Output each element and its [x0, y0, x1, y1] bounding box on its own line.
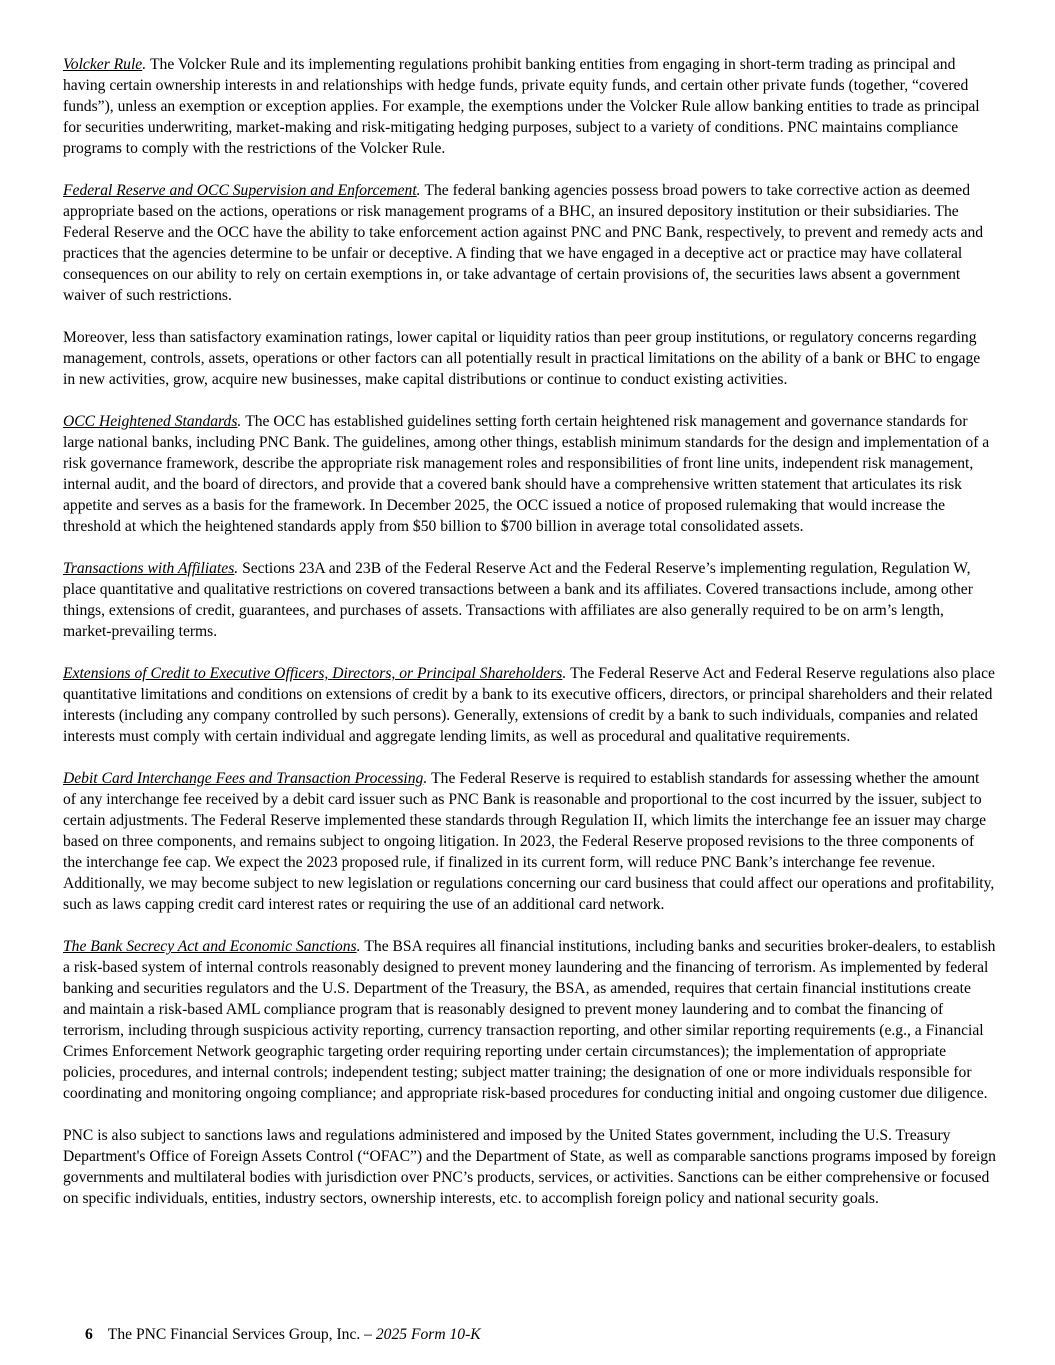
heading-separator: .	[237, 413, 246, 430]
paragraph-volcker-rule	[63, 54, 996, 159]
section-body: The Federal Reserve is required to establish standards for assessing whether the amount of any interchange fee received by a debit card issuer such as PNC Bank is reasonable and proportional to the cost incurred by the issuer, subject to certain adjustments. The Federal Reserve implemented these standards through Regulation II, which limits the interchange fee an issuer may charge based on three components, and remains subject to ongoing litigation. In 2023, the Federal Reserve proposed revisions to the three components of the interchange fee cap. We expect the 2023 proposed rule, if finalized in its current form, will reduce PNC Bank’s interchange fee revenue. Additionally, we may become subject to new legislation or regulations concerning our card business that could affect our operations and profitability, such as laws capping credit card interest rates or requiring the use of an additional card network.	[63, 770, 995, 913]
section-body: The Volcker Rule and its implementing regulations prohibit banking entities from engaging in short-term trading as principal and having certain ownership interests in and relationships with hedge funds, private equity funds, and certain other private funds (together, “covered funds”), unless an exemption or exception applies. For example, the exemptions under the Volcker Rule allow banking entities to trade as principal for securities underwriting, market-making and risk-mitigating hedging purposes, subject to a variety of conditions. PNC maintains compliance programs to comply with the restrictions of the Volcker Rule.	[63, 56, 980, 157]
section-body: Sections 23A and 23B of the Federal Reserve Act and the Federal Reserve’s implementing regulation, Regulation W, place quantitative and qualitative restrictions on covered transactions between a bank and its affiliates. Covered transactions include, among other things, extensions of credit, guarantees, and purchases of assets. Transactions with affiliates are also generally required to be on arm’s length, market-prevailing terms.	[63, 560, 973, 640]
paragraph-sanctions	[63, 1125, 996, 1209]
paragraph-extensions-of-credit	[63, 663, 996, 747]
section-heading: Transactions with Affiliates	[63, 560, 235, 577]
footer-company: The PNC Financial Services Group, Inc.	[107, 1326, 361, 1343]
heading-separator: .	[356, 938, 365, 955]
paragraph-examination-ratings	[63, 327, 996, 390]
section-body: PNC is also subject to sanctions laws and regulations administered and imposed by the United States government, including the U.S. Treasury Department's Office of Foreign Assets Control (“OFAC”) and the Department of State, as well as comparable sanctions programs imposed by foreign governments and multilateral bodies with jurisdiction over PNC’s products, services, or activities. Sanctions can be either comprehensive or focused on specific individuals, entities, industry sectors, ownership interests, etc. to accomplish foreign policy and national security goals.	[63, 1127, 996, 1207]
paragraph-transactions-with-affiliates	[63, 558, 996, 642]
heading-separator: .	[142, 56, 151, 73]
heading-separator: .	[234, 560, 243, 577]
footer-form-title: 2025 Form 10-K	[375, 1326, 481, 1343]
heading-separator: .	[562, 665, 571, 682]
section-heading: OCC Heightened Standards	[63, 413, 238, 430]
section-heading: Federal Reserve and OCC Supervision and Enforcement	[63, 182, 417, 199]
section-heading: Volcker Rule	[63, 56, 143, 73]
page-number: 6	[85, 1326, 93, 1343]
section-heading: Extensions of Credit to Executive Officers, Directors, or Principal Shareholders	[63, 665, 563, 682]
section-body: The Federal Reserve Act and Federal Reserve regulations also place quantitative limitations and conditions on extensions of credit by a bank to its executive officers, directors, or principal shareholders and their related interests (including any company controlled by such persons). Generally, extensions of credit by a bank to such individuals, companies and related interests must comply with certain individual and aggregate lending limits, as well as procedural and qualitative requirements.	[63, 665, 995, 745]
paragraph-occ-heightened-standards	[63, 411, 996, 537]
heading-separator: .	[423, 770, 432, 787]
section-body: The OCC has established guidelines setting forth certain heightened risk management and governance standards for large national banks, including PNC Bank. The guidelines, among other things, establish minimum standards for the design and implementation of a risk governance framework, describe the appropriate risk management roles and responsibilities of front line units, independent risk management, internal audit, and the board of directors, and provide that a covered bank should have a comprehensive written statement that articulates its risk appetite and serves as a basis for the framework. In December 2025, the OCC issued a notice of proposed rulemaking that would increase the threshold at which the heightened standards apply from $50 billion to $700 billion in average total consolidated assets.	[63, 413, 990, 535]
page-footer	[85, 1324, 481, 1345]
paragraph-debit-card-interchange	[63, 768, 996, 915]
section-heading: Debit Card Interchange Fees and Transaction Processing	[63, 770, 424, 787]
section-body: The federal banking agencies possess broad powers to take corrective action as deemed appropriate based on the actions, operations or risk management programs of a BHC, an insured depository institution or their subsidiaries. The Federal Reserve and the OCC have the ability to take enforcement action against PNC and PNC Bank, respectively, to prevent and remedy acts and practices that the agencies determine to be unfair or deceptive. A finding that we have engaged in a deceptive act or practice may have collateral consequences on our ability to rely on certain exemptions in, or take advantage of certain provisions of, the securities laws absent a government waiver of such restrictions.	[63, 182, 984, 304]
section-heading: The Bank Secrecy Act and Economic Sanctions	[63, 938, 357, 955]
paragraph-fed-occ-supervision	[63, 180, 996, 306]
paragraph-bank-secrecy-act	[63, 936, 996, 1104]
page-body	[63, 54, 996, 1230]
heading-separator: .	[416, 182, 425, 199]
section-body: Moreover, less than satisfactory examination ratings, lower capital or liquidity ratios than peer group institutions, or regulatory concerns regarding management, controls, assets, operations or other factors can all potentially result in practical limitations on the ability of a bank or BHC to engage in new activities, grow, acquire new businesses, make capital distributions or continue to conduct existing activities.	[63, 329, 981, 388]
footer-separator: –	[360, 1326, 376, 1343]
section-body: The BSA requires all financial institutions, including banks and securities broker-dealers, to establish a risk-based system of internal controls reasonably designed to prevent money laundering and the financing of terrorism. As implemented by federal banking and securities regulators and the U.S. Department of the Treasury, the BSA, as amended, requires that certain financial institutions create and maintain a risk-based AML compliance program that is reasonably designed to prevent money laundering and to combat the financing of terrorism, including through suspicious activity reporting, currency transaction reporting, and other similar reporting requirements (e.g., a Financial Crimes Enforcement Network geographic targeting order requiring reporting under certain circumstances); the implementation of appropriate policies, procedures, and internal controls; independent testing; subject matter training; the designation of one or more individuals responsible for coordinating and monitoring ongoing compliance; and appropriate risk-based procedures for conducting initial and ongoing customer due diligence.	[63, 938, 996, 1102]
